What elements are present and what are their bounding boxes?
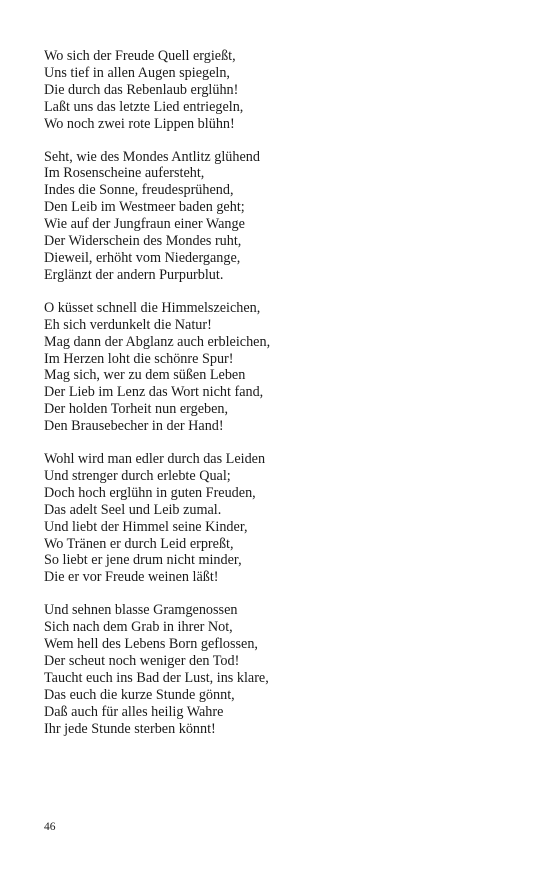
verse-line: Wem hell des Lebens Born geflossen, — [44, 636, 258, 653]
page-number: 46 — [44, 821, 56, 833]
verse-line: Daß auch für alles heilig Wahre — [44, 703, 224, 720]
verse-line: Die er vor Freude weinen läßt! — [44, 569, 219, 586]
verse-line: Wie auf der Jungfraun einer Wange — [44, 216, 245, 233]
verse-line: Und liebt der Himmel seine Kinder, — [44, 518, 248, 535]
verse-line: Wo noch zwei rote Lippen blühn! — [44, 115, 235, 132]
verse-line: Seht, wie des Mondes Antlitz glühend — [44, 148, 260, 165]
verse-line: Die durch das Rebenlaub erglühn! — [44, 81, 239, 98]
stanza-3 — [44, 300, 514, 435]
verse-line: Den Brausebecher in der Hand! — [44, 418, 224, 435]
verse-line: Laßt uns das letzte Lied entriegeln, — [44, 98, 244, 115]
verse-line: Doch hoch erglühn in guten Freuden, — [44, 484, 256, 501]
verse-line: Der Lieb im Lenz das Wort nicht fand, — [44, 384, 264, 401]
verse-line: Das adelt Seel und Leib zumal. — [44, 501, 222, 518]
verse-line: Der scheut noch weniger den Tod! — [44, 653, 240, 669]
verse-line: Wohl wird man edler durch das Leiden — [44, 451, 266, 468]
verse-line: Und sehnen blasse Gramgenossen — [44, 602, 238, 619]
verse-line: Wo Tränen er durch Leid erpreßt, — [44, 535, 234, 552]
verse-line: Ihr jede Stunde sterben könnt! — [44, 720, 216, 737]
poem-body — [44, 48, 514, 754]
verse-line: O küsset schnell die Himmelszeichen, — [44, 299, 261, 316]
verse-line: Uns tief in allen Augen spiegeln, — [44, 64, 230, 81]
verse-line: Sich nach dem Grab in ihrer Not, — [44, 619, 233, 636]
stanza-5 — [44, 602, 514, 737]
verse-line: Und strenger durch erlebte Qual; — [44, 467, 231, 484]
verse-line: Der Widerschein des Mondes ruht, — [44, 233, 242, 250]
stanza-2 — [44, 149, 514, 284]
verse-line: Wo sich der Freude Quell ergießt, — [44, 48, 236, 64]
verse-line: Der holden Torheit nun ergeben, — [44, 401, 229, 418]
verse-line: So liebt er jene drum nicht minder, — [44, 552, 242, 569]
stanza-1 — [44, 48, 514, 133]
verse-line: Das euch die kurze Stunde gönnt, — [44, 686, 235, 703]
verse-line: Dieweil, erhöht vom Niedergange, — [44, 249, 241, 266]
verse-line: Eh sich verdunkelt die Natur! — [44, 316, 212, 333]
verse-line: Mag dann der Abglanz auch erbleichen, — [44, 333, 271, 350]
verse-line: Indes die Sonne, freudesprühend, — [44, 182, 234, 199]
verse-line: Im Herzen loht die schönre Spur! — [44, 350, 234, 367]
stanza-4 — [44, 451, 514, 586]
verse-line: Mag sich, wer zu dem süßen Leben — [44, 367, 246, 384]
verse-line: Den Leib im Westmeer baden geht; — [44, 199, 245, 216]
verse-line: Im Rosenscheine aufersteht, — [44, 165, 205, 182]
verse-line: Taucht euch ins Bad der Lust, ins klare, — [44, 669, 269, 686]
verse-line: Erglänzt der andern Purpurblut. — [44, 266, 224, 283]
